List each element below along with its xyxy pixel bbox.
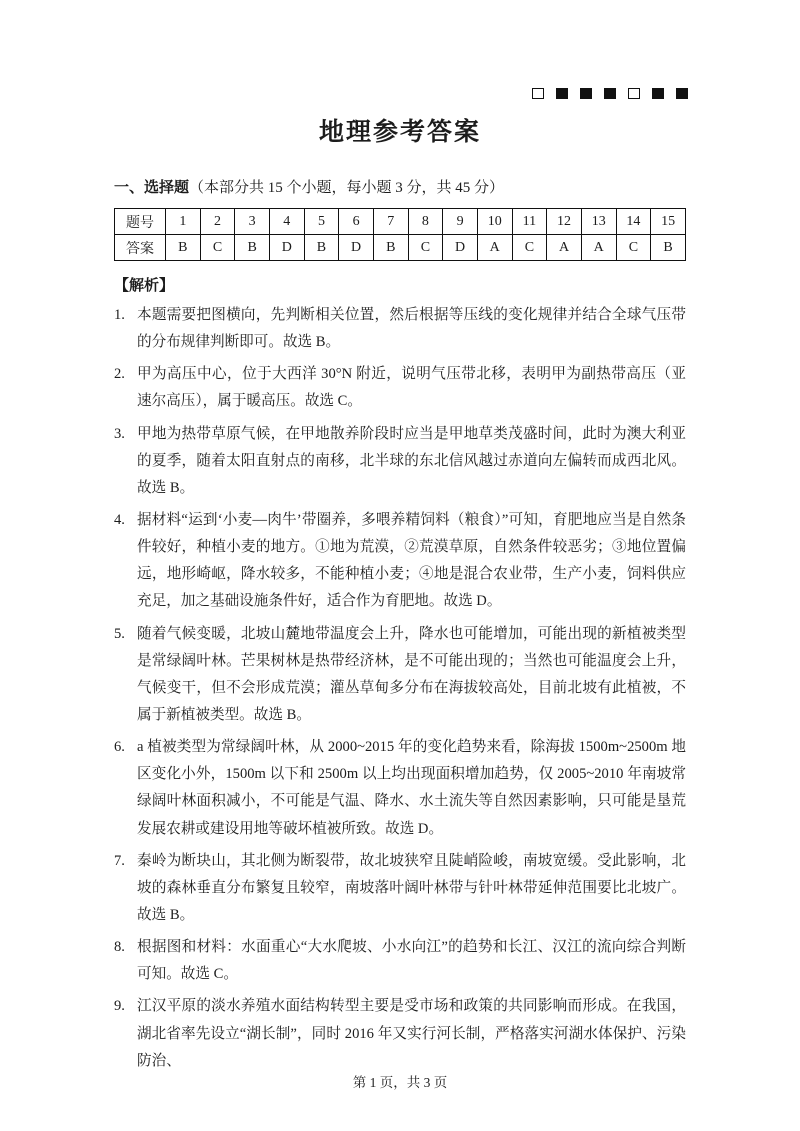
analysis-item-text: 据材料“运到‘小麦—肉牛’带圈养，多喂养精饲料（粮食）”可知，育肥地应当是自然条件较好，种植小麦的地方。①地为荒漠，②荒漠草原，自然条件较恶劣；③地位置偏远，地形崎岖，降水较多，不能种植小麦；④地是混合农业带，生产小麦，饲料供应充足，加之基础设施条件好，适合作为育肥地。故选 D。 (137, 511, 686, 610)
row-label-answers: 答案 (115, 235, 166, 261)
question-number-cell: 11 (512, 209, 547, 235)
analysis-item-text: 甲为高压中心，位于大西洋 30°N 附近，说明气压带北移，表明甲为副热带高压（亚速尔高压），属于暖高压。故选 C。 (137, 366, 686, 410)
analysis-list (114, 302, 686, 1075)
question-number-cell: 6 (339, 209, 374, 235)
analysis-item-text: 根据图和材料：水面重心“大水爬坡、小水向江”的趋势和长江、汉江的流向综合判断可知。故选 C。 (137, 939, 686, 983)
analysis-item-number: 7. (114, 852, 125, 869)
answer-cell: B (651, 235, 686, 261)
analysis-item-number: 3. (114, 425, 125, 442)
answer-cell: C (616, 235, 651, 261)
analysis-item-text: a 植被类型为常绿阔叶林，从 2000~2015 年的变化趋势来看，除海拔 1500m~2500m 地区变化小外，1500m 以下和 2500m 以上均出现面积增加趋势，仅 2005~2010 年南坡常绿阔叶林面积减小，不可能是气温、降水、水土流失等自然因素影响，只可能是垦荒发展农耕或建设用地等破坏植被所致。故选 D。 (137, 739, 686, 837)
analysis-item (114, 421, 686, 502)
analysis-item-number: 2. (114, 366, 125, 383)
analysis-item-text: 随着气候变暖，北坡山麓地带温度会上升，降水也可能增加，可能出现的新植被类型是常绿阔叶林。芒果树林是热带经济林，是不可能出现的；当然也可能温度会上升，气候变干，但不会形成荒漠；灌丛草甸多分布在海拔较高处，目前北坡有此植被，不属于新植被类型。故选 B。 (137, 625, 686, 723)
question-number-cell: 12 (547, 209, 582, 235)
analysis-item (114, 993, 686, 1074)
answer-cell: C (408, 235, 443, 261)
answer-cell: C (512, 235, 547, 261)
analysis-item-text: 江汉平原的淡水养殖水面结构转型主要是受市场和政策的共同影响而形成。在我国，湖北省率先设立“湖长制”，同时 2016 年又实行河长制，严格落实河湖水体保护、污染防治、 (137, 998, 686, 1069)
question-number-cell: 13 (581, 209, 616, 235)
analysis-item (114, 302, 686, 356)
question-number-cell: 1 (166, 209, 201, 235)
question-number-cell: 2 (200, 209, 235, 235)
analysis-item-number: 9. (114, 998, 125, 1015)
content-column (114, 176, 686, 1080)
question-number-cell: 5 (304, 209, 339, 235)
analysis-item (114, 621, 686, 730)
analysis-item-number: 4. (114, 511, 125, 528)
analysis-item-text: 甲地为热带草原气候，在甲地散养阶段时应当是甲地草类茂盛时间，此时为澳大利亚的夏季，随着太阳直射点的南移，北半球的东北信风越过赤道向左偏转而成西北风。故选 B。 (137, 425, 686, 496)
question-number-cell: 10 (477, 209, 512, 235)
print-mark-filled (556, 88, 568, 99)
answer-cell: B (166, 235, 201, 261)
answer-cell: A (581, 235, 616, 261)
analysis-item-text: 本题需要把图横向，先判断相关位置，然后根据等压线的变化规律并结合全球气压带的分布规律判断即可。故选 B。 (137, 307, 686, 351)
answer-cell: D (443, 235, 478, 261)
section-heading (114, 176, 686, 197)
print-mark-outline (532, 88, 544, 99)
row-label-numbers: 题号 (115, 209, 166, 235)
analysis-label: 【解析】 (114, 278, 175, 294)
print-mark-outline (628, 88, 640, 99)
print-mark-filled (604, 88, 616, 99)
page-footer: 第 1 页，共 3 页 (352, 1075, 448, 1090)
answer-cell: A (547, 235, 582, 261)
section-heading-note: （本部分共 15 个小题，每小题 3 分，共 45 分） (189, 180, 505, 196)
question-number-cell: 14 (616, 209, 651, 235)
answer-table-number-row (115, 209, 686, 235)
analysis-item (114, 734, 686, 843)
analysis-item-number: 5. (114, 625, 125, 642)
print-marks (532, 88, 688, 99)
answer-cell: D (339, 235, 374, 261)
analysis-item-number: 6. (114, 739, 125, 756)
analysis-item (114, 934, 686, 988)
analysis-item (114, 507, 686, 616)
answer-table (114, 208, 686, 261)
print-mark-filled (652, 88, 664, 99)
answer-cell: B (373, 235, 408, 261)
answer-table-answer-row (115, 235, 686, 261)
question-number-cell: 3 (235, 209, 270, 235)
question-number-cell: 7 (373, 209, 408, 235)
answer-cell: B (304, 235, 339, 261)
question-number-cell: 15 (651, 209, 686, 235)
print-mark-filled (580, 88, 592, 99)
analysis-item-number: 1. (114, 307, 125, 323)
question-number-cell: 8 (408, 209, 443, 235)
analysis-item (114, 361, 686, 415)
question-number-cell: 4 (269, 209, 304, 235)
answer-cell: B (235, 235, 270, 261)
section-heading-prefix: 一、选择题 (114, 180, 190, 196)
analysis-item (114, 848, 686, 929)
print-mark-filled (676, 88, 688, 99)
answer-cell: A (477, 235, 512, 261)
answer-cell: D (269, 235, 304, 261)
answer-cell: C (200, 235, 235, 261)
analysis-item-number: 8. (114, 939, 125, 956)
analysis-item-text: 秦岭为断块山，其北侧为断裂带，故北坡狭窄且陡峭险峻，南坡宽缓。受此影响，北坡的森林垂直分布繁复且较窄，南坡落叶阔叶林带与针叶林带延伸范围要比北坡广。故选 B。 (137, 852, 686, 923)
question-number-cell: 9 (443, 209, 478, 235)
page-title: 地理参考答案 (318, 119, 481, 146)
